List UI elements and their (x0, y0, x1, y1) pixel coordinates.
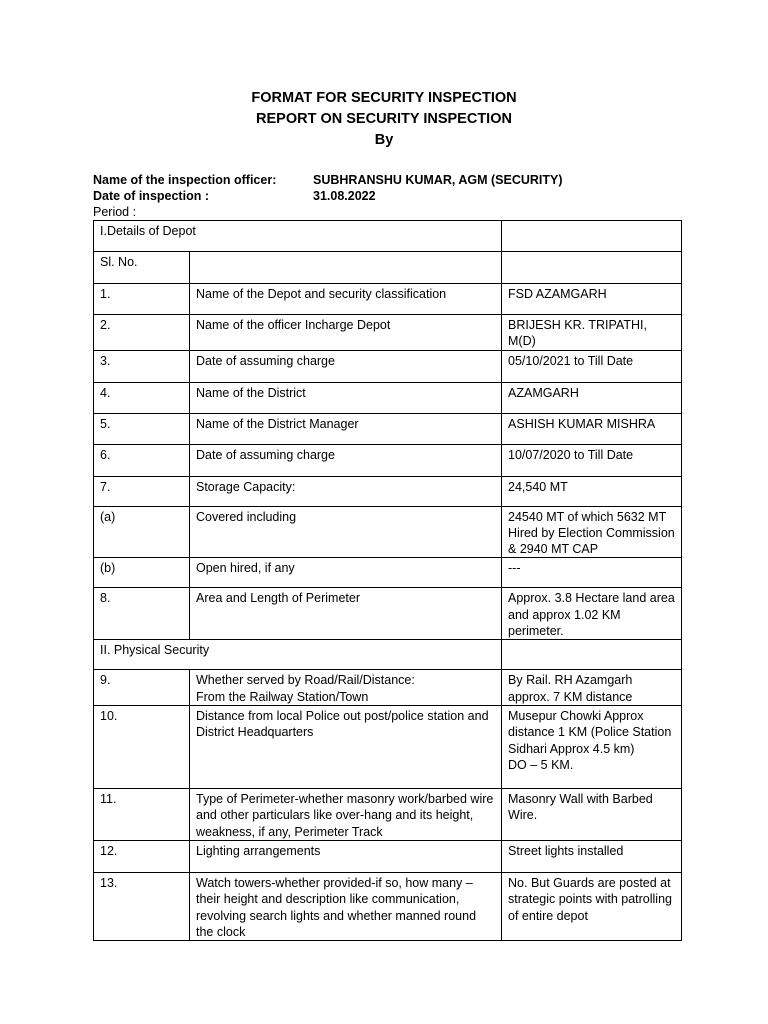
table-row (94, 413, 682, 444)
row-sl: (b) (94, 558, 190, 588)
date-value: 31.08.2022 (313, 189, 376, 203)
row-sl: 5. (94, 413, 190, 444)
row-item (190, 670, 502, 706)
row-item: Date of assuming charge (190, 444, 502, 476)
table-row (94, 558, 682, 588)
table-row (94, 284, 682, 315)
section2-blank (502, 640, 682, 670)
row-value: Masonry Wall with Barbed Wire. (502, 789, 682, 841)
row-value: Street lights installed (502, 840, 682, 872)
row-item: Name of the District (190, 382, 502, 413)
section2-title: II. Physical Security (94, 640, 502, 670)
row-sl: 1. (94, 284, 190, 315)
table-row (94, 315, 682, 351)
report-title-line1: FORMAT FOR SECURITY INSPECTION (251, 90, 517, 106)
sl-header-row (94, 252, 682, 284)
table-row (94, 506, 682, 558)
row-item: Name of the officer Incharge Depot (190, 315, 502, 351)
section1-blank (502, 221, 682, 252)
row-item: Type of Perimeter-whether masonry work/barbed wire and other particulars like over-hang and its height, weakness, if any, Perimeter Track (190, 789, 502, 841)
row-value: 05/10/2021 to Till Date (502, 350, 682, 382)
row-value: FSD AZAMGARH (502, 284, 682, 315)
row-item-line: From the Railway Station/Town (196, 689, 369, 704)
row-value-line: DO – 5 KM. (508, 757, 574, 772)
sl-header-blank-2 (502, 252, 682, 284)
section-header-row (94, 640, 682, 670)
section1-title: I.Details of Depot (94, 221, 502, 252)
row-item: Name of the District Manager (190, 413, 502, 444)
row-value: 24540 MT of which 5632 MT Hired by Election Commission & 2940 MT CAP (502, 506, 682, 558)
row-item: Name of the Depot and security classification (190, 284, 502, 315)
table-row (94, 350, 682, 382)
table-row (94, 588, 682, 640)
table-row (94, 706, 682, 789)
row-sl: 11. (94, 789, 190, 841)
row-value: Approx. 3.8 Hectare land area and approx 1.02 KM perimeter. (502, 588, 682, 640)
row-sl: 3. (94, 350, 190, 382)
row-value: 10/07/2020 to Till Date (502, 444, 682, 476)
row-value: --- (502, 558, 682, 588)
row-value-line: Musepur Chowki Approx distance 1 KM (Police Station Sidhari Approx 4.5 km) (508, 709, 672, 756)
row-sl: 8. (94, 588, 190, 640)
table-row (94, 840, 682, 872)
row-sl: 2. (94, 315, 190, 351)
row-sl: 10. (94, 706, 190, 789)
row-item: Covered including (190, 506, 502, 558)
row-value: ASHISH KUMAR MISHRA (502, 413, 682, 444)
sl-header: Sl. No. (94, 252, 190, 284)
row-value: By Rail. RH Azamgarh approx. 7 KM distance (502, 670, 682, 706)
report-title-line2: REPORT ON SECURITY INSPECTION (256, 111, 512, 127)
table-row (94, 382, 682, 413)
row-item: Watch towers-whether provided-if so, how many – their height and description like communication, revolving search lights and whether manned round the clock (190, 872, 502, 940)
row-item: Date of assuming charge (190, 350, 502, 382)
row-sl: 7. (94, 476, 190, 506)
row-item: Area and Length of Perimeter (190, 588, 502, 640)
row-item: Lighting arrangements (190, 840, 502, 872)
inspection-table (93, 220, 682, 941)
sl-header-blank-1 (190, 252, 502, 284)
row-value (502, 706, 682, 789)
officer-value: SUBHRANSHU KUMAR, AGM (SECURITY) (313, 173, 563, 187)
table-row (94, 789, 682, 841)
row-sl: 12. (94, 840, 190, 872)
date-label: Date of inspection : (93, 189, 209, 203)
row-item: Storage Capacity: (190, 476, 502, 506)
table-row (94, 444, 682, 476)
table-row (94, 670, 682, 706)
table-row (94, 476, 682, 506)
row-value: AZAMGARH (502, 382, 682, 413)
row-sl: 13. (94, 872, 190, 940)
row-sl: 6. (94, 444, 190, 476)
report-title-line3: By (374, 132, 394, 148)
period-label: Period : (93, 205, 137, 219)
row-sl: (a) (94, 506, 190, 558)
row-value: BRIJESH KR. TRIPATHI, M(D) (502, 315, 682, 351)
row-item: Open hired, if any (190, 558, 502, 588)
row-item-line: Whether served by Road/Rail/Distance: (196, 673, 415, 688)
row-value: No. But Guards are posted at strategic points with patrolling of entire depot (502, 872, 682, 940)
row-item: Distance from local Police out post/police station and District Headquarters (190, 706, 502, 789)
officer-label: Name of the inspection officer: (93, 173, 277, 187)
row-value: 24,540 MT (502, 476, 682, 506)
table-row (94, 872, 682, 940)
row-sl: 9. (94, 670, 190, 706)
section-header-row (94, 221, 682, 252)
row-sl: 4. (94, 382, 190, 413)
